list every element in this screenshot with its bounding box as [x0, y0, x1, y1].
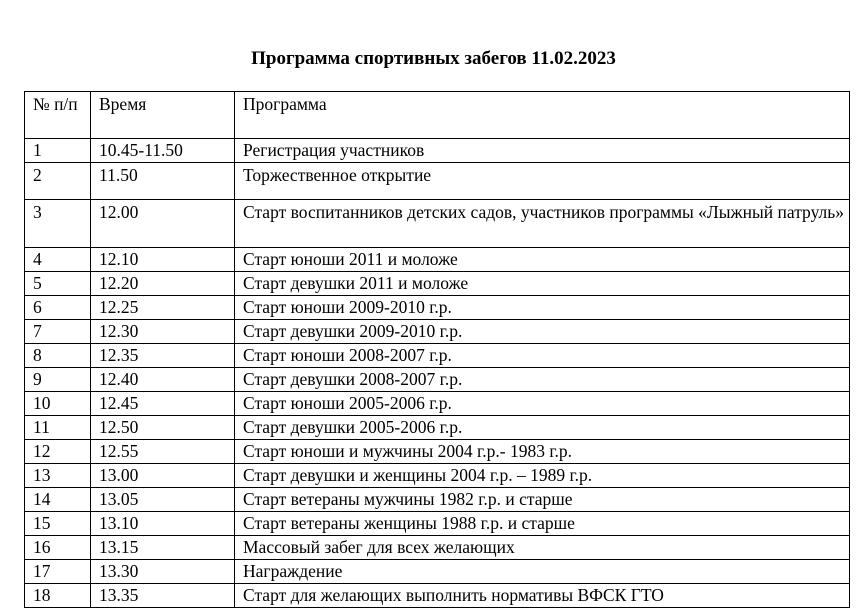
row-program: Массовый забег для всех желающих [235, 536, 850, 560]
row-num: 15 [25, 512, 91, 536]
schedule-table [24, 91, 850, 608]
row-program: Старт юноши 2011 и моложе [235, 248, 850, 272]
table-row [25, 536, 850, 560]
table-row [25, 416, 850, 440]
row-program: Награждение [235, 560, 850, 584]
row-num: 8 [25, 344, 91, 368]
row-num: 16 [25, 536, 91, 560]
row-program: Старт юноши и мужчины 2004 г.р.- 1983 г.р. [235, 440, 850, 464]
table-row [25, 163, 850, 200]
header-program: Программа [235, 92, 850, 139]
table-row [25, 200, 850, 248]
table-row [25, 440, 850, 464]
row-time: 12.25 [91, 296, 235, 320]
row-num: 13 [25, 464, 91, 488]
row-time: 13.35 [91, 584, 235, 608]
table-row [25, 248, 850, 272]
row-program: Регистрация участников [235, 139, 850, 163]
row-time: 12.55 [91, 440, 235, 464]
row-num: 2 [25, 163, 91, 200]
table-row [25, 512, 850, 536]
row-num: 9 [25, 368, 91, 392]
row-program: Старт юноши 2005-2006 г.р. [235, 392, 850, 416]
row-num: 3 [25, 200, 91, 248]
row-program: Торжественное открытие [235, 163, 850, 200]
row-program: Старт ветераны мужчины 1982 г.р. и старше [235, 488, 850, 512]
header-time: Время [91, 92, 235, 139]
row-num: 12 [25, 440, 91, 464]
row-time: 12.20 [91, 272, 235, 296]
row-time: 13.10 [91, 512, 235, 536]
table-row [25, 320, 850, 344]
row-time: 12.40 [91, 368, 235, 392]
row-program: Старт девушки 2009-2010 г.р. [235, 320, 850, 344]
row-num: 1 [25, 139, 91, 163]
row-time: 12.30 [91, 320, 235, 344]
header-num: № п/п [25, 92, 91, 139]
table-header-row [25, 92, 850, 139]
row-time: 10.45-11.50 [91, 139, 235, 163]
table-row [25, 344, 850, 368]
row-time: 12.10 [91, 248, 235, 272]
row-program: Старт воспитанников детских садов, участников программы «Лыжный патруль» [235, 200, 850, 248]
table-row [25, 296, 850, 320]
table-row [25, 464, 850, 488]
row-num: 14 [25, 488, 91, 512]
row-time: 11.50 [91, 163, 235, 200]
row-program: Старт ветераны женщины 1988 г.р. и старше [235, 512, 850, 536]
table-row [25, 139, 850, 163]
row-program: Старт девушки 2005-2006 г.р. [235, 416, 850, 440]
row-time: 12.00 [91, 200, 235, 248]
row-time: 13.05 [91, 488, 235, 512]
row-num: 4 [25, 248, 91, 272]
row-num: 5 [25, 272, 91, 296]
row-program: Старт девушки и женщины 2004 г.р. – 1989 г.р. [235, 464, 850, 488]
row-time: 13.15 [91, 536, 235, 560]
table-row [25, 584, 850, 608]
row-time: 12.35 [91, 344, 235, 368]
row-num: 10 [25, 392, 91, 416]
row-time: 13.30 [91, 560, 235, 584]
table-row [25, 368, 850, 392]
document-title: Программа спортивных забегов 11.02.2023 [251, 48, 616, 69]
row-num: 17 [25, 560, 91, 584]
table-row [25, 560, 850, 584]
row-program: Старт девушки 2008-2007 г.р. [235, 368, 850, 392]
row-num: 18 [25, 584, 91, 608]
row-num: 11 [25, 416, 91, 440]
table-row [25, 488, 850, 512]
table-row [25, 272, 850, 296]
row-program: Старт юноши 2008-2007 г.р. [235, 344, 850, 368]
row-program: Старт для желающих выполнить нормативы ВФСК ГТО [235, 584, 850, 608]
row-num: 6 [25, 296, 91, 320]
row-program: Старт девушки 2011 и моложе [235, 272, 850, 296]
row-num: 7 [25, 320, 91, 344]
row-time: 12.45 [91, 392, 235, 416]
row-time: 12.50 [91, 416, 235, 440]
table-row [25, 392, 850, 416]
row-time: 13.00 [91, 464, 235, 488]
row-program: Старт юноши 2009-2010 г.р. [235, 296, 850, 320]
